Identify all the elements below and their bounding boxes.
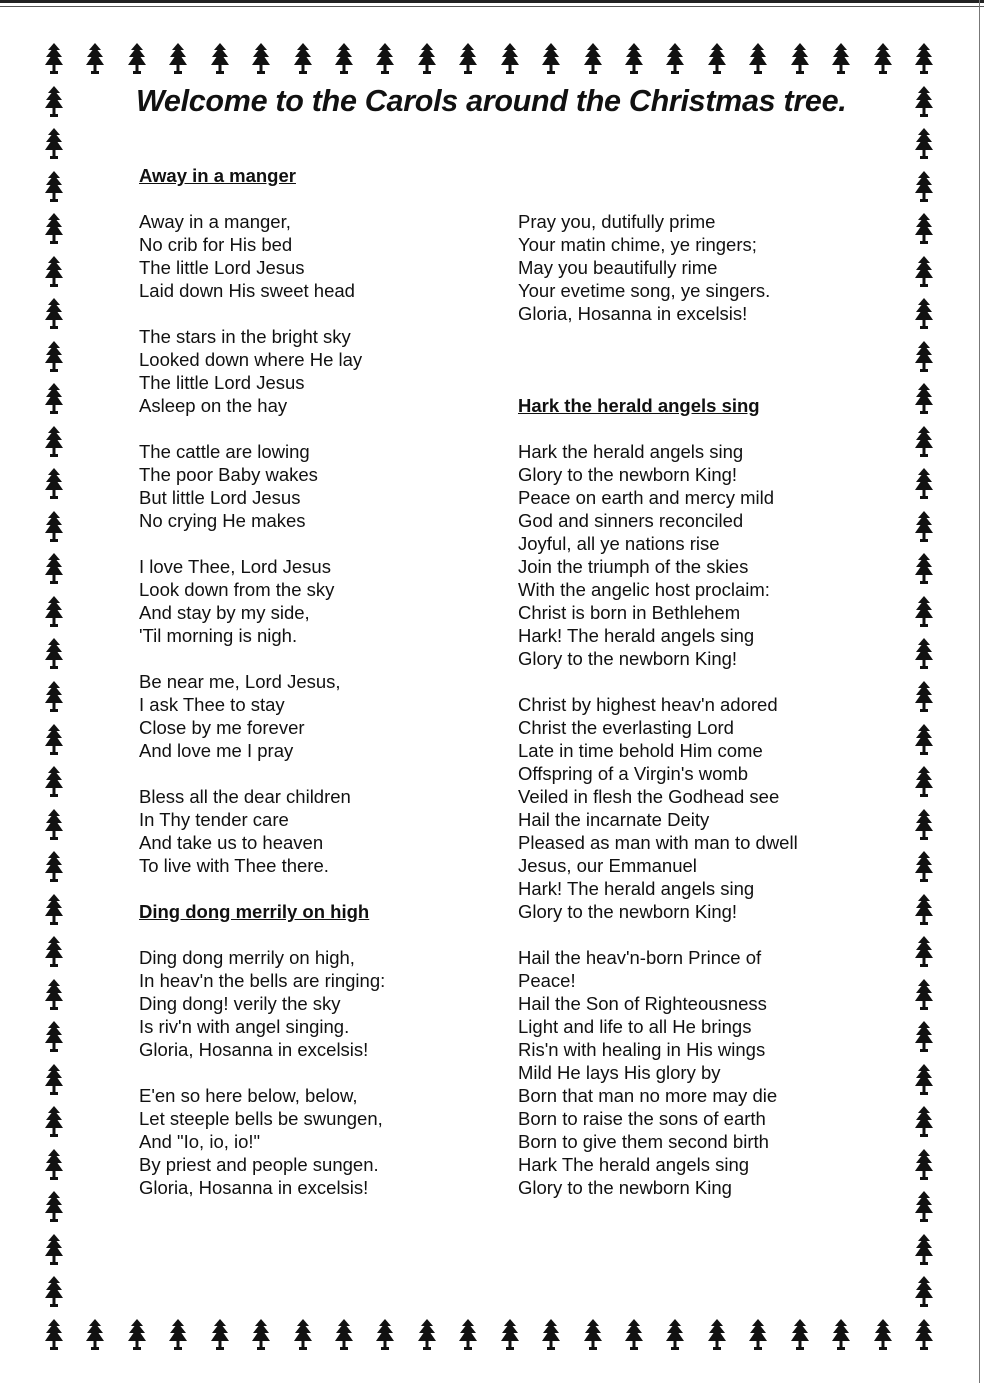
lyric-line: Born that man no more may die [518,1085,778,1106]
christmas-tree-icon [44,1233,64,1267]
christmas-tree-icon [44,935,64,969]
christmas-tree-icon [914,765,934,799]
christmas-tree-icon [914,42,934,76]
lyric-line: Hark the herald angels sing [518,441,744,462]
christmas-tree-icon [624,1318,644,1352]
christmas-tree-icon [44,42,64,76]
lyric-line: Jesus, our Emmanuel [518,855,697,876]
scan-right-edge [979,0,980,1383]
lyric-line: And stay by my side, [139,602,310,623]
lyric-line: With the angelic host proclaim: [518,579,770,600]
christmas-tree-icon [541,1318,561,1352]
christmas-tree-icon [914,552,934,586]
christmas-tree-icon [168,1318,188,1352]
christmas-tree-icon [44,552,64,586]
christmas-tree-icon [665,1318,685,1352]
lyric-line: And take us to heaven [139,832,324,853]
christmas-tree-icon [583,1318,603,1352]
lyric-line: Gloria, Hosanna in excelsis! [518,303,748,324]
verse [518,440,848,670]
lyric-line: Laid down His sweet head [139,280,355,301]
christmas-tree-icon [44,893,64,927]
lyric-line: Glory to the newborn King! [518,901,738,922]
christmas-tree-icon [44,255,64,289]
lyric-line: Join the triumph of the skies [518,556,749,577]
christmas-tree-icon [914,637,934,671]
left-column [139,164,469,1199]
christmas-tree-icon [748,1318,768,1352]
christmas-tree-icon [44,1148,64,1182]
christmas-tree-icon [458,1318,478,1352]
lyric-line: Mild He lays His glory by [518,1062,721,1083]
lyric-line: Away in a manger, [139,211,291,232]
christmas-tree-icon [914,1105,934,1139]
christmas-tree-icon [914,850,934,884]
christmas-tree-icon [748,42,768,76]
christmas-tree-icon [44,1275,64,1309]
lyric-line: In heav'n the bells are ringing: [139,970,386,991]
christmas-tree-icon [251,42,271,76]
christmas-tree-icon [790,1318,810,1352]
christmas-tree-icon [831,1318,851,1352]
christmas-tree-icon [914,1148,934,1182]
lyric-line: Hark! The herald angels sing [518,878,755,899]
christmas-tree-icon [914,935,934,969]
lyric-line: 'Til morning is nigh. [139,625,298,646]
verse [518,693,848,923]
christmas-tree-icon [914,297,934,331]
christmas-tree-icon [44,765,64,799]
lyric-line: Glory to the newborn King! [518,464,738,485]
christmas-tree-icon [44,425,64,459]
christmas-tree-icon [914,1233,934,1267]
lyric-line: Pray you, dutifully prime [518,211,716,232]
verse [139,210,469,302]
christmas-tree-icon [44,1105,64,1139]
christmas-tree-icon [334,42,354,76]
lyric-line: I ask Thee to stay [139,694,285,715]
lyric-line: No crib for His bed [139,234,293,255]
page-title: Welcome to the Carols around the Christmas tree. [136,84,847,118]
christmas-tree-icon [500,1318,520,1352]
lyric-line: Late in time behold Him come [518,740,763,761]
carol-away-in-a-manger [139,210,469,877]
lyric-line: Let steeple bells be swungen, [139,1108,383,1129]
lyric-line: And love me I pray [139,740,294,761]
lyric-line: Hail the heav'n-born Prince of [518,947,762,968]
lyric-line: Peace! [518,970,576,991]
christmas-tree-icon [873,1318,893,1352]
lyric-line: Look down from the sky [139,579,335,600]
lyric-line: Hail the Son of Righteousness [518,993,767,1014]
lyric-line: Be near me, Lord Jesus, [139,671,341,692]
christmas-tree-icon [914,808,934,842]
lyric-line: Your evetime song, ye singers. [518,280,771,301]
lyric-line: Hail the incarnate Deity [518,809,710,830]
christmas-tree-icon [914,212,934,246]
christmas-tree-icon [914,510,934,544]
carol-heading-hark: Hark the herald angels sing [518,395,760,416]
lyric-line: Gloria, Hosanna in excelsis! [139,1039,369,1060]
christmas-tree-icon [914,340,934,374]
lyric-line: Christ is born in Bethlehem [518,602,741,623]
christmas-tree-icon [44,850,64,884]
christmas-tree-icon [44,1318,64,1352]
lyric-line: But little Lord Jesus [139,487,301,508]
christmas-tree-icon [458,42,478,76]
carol-ding-dong-part-2 [518,210,848,325]
christmas-tree-icon [417,1318,437,1352]
christmas-tree-icon [210,1318,230,1352]
lyric-line: Ding dong! verily the sky [139,993,341,1014]
lyric-line: The stars in the bright sky [139,326,351,347]
christmas-tree-icon [914,723,934,757]
lyric-line: Offspring of a Virgin's womb [518,763,749,784]
christmas-tree-icon [914,170,934,204]
christmas-tree-icon [873,42,893,76]
lyric-line: Born to raise the sons of earth [518,1108,766,1129]
christmas-tree-icon [914,255,934,289]
christmas-tree-icon [790,42,810,76]
christmas-tree-icon [44,723,64,757]
christmas-tree-icon [210,42,230,76]
lyric-line: Ris'n with healing in His wings [518,1039,766,1060]
verse [139,555,469,647]
christmas-tree-icon [44,467,64,501]
christmas-tree-icon [624,42,644,76]
christmas-tree-icon [44,212,64,246]
christmas-tree-icon [168,42,188,76]
lyric-line: E'en so here below, below, [139,1085,358,1106]
verse [139,785,469,877]
lyric-line: Born to give them second birth [518,1131,769,1152]
christmas-tree-icon [914,425,934,459]
lyric-line: The poor Baby wakes [139,464,318,485]
christmas-tree-icon [44,680,64,714]
lyric-line: Glory to the newborn King [518,1177,732,1198]
lyric-line: Close by me forever [139,717,305,738]
christmas-tree-icon [914,1318,934,1352]
christmas-tree-icon [541,42,561,76]
lyric-line: Bless all the dear children [139,786,351,807]
christmas-tree-icon [44,637,64,671]
christmas-tree-icon [44,297,64,331]
christmas-tree-icon [44,340,64,374]
christmas-tree-icon [914,382,934,416]
christmas-tree-icon [85,1318,105,1352]
lyric-line: Ding dong merrily on high, [139,947,355,968]
carol-heading-away-in-a-manger: Away in a manger [139,165,296,186]
christmas-tree-icon [44,808,64,842]
christmas-tree-icon [293,1318,313,1352]
christmas-tree-icon [914,595,934,629]
verse [139,946,469,1061]
lyric-line: The cattle are lowing [139,441,310,462]
christmas-tree-icon [44,510,64,544]
verse [139,440,469,532]
christmas-tree-icon [417,42,437,76]
lyric-line: I love Thee, Lord Jesus [139,556,331,577]
lyric-line: Pleased as man with man to dwell [518,832,798,853]
lyric-line: Looked down where He lay [139,349,363,370]
christmas-tree-icon [707,42,727,76]
lyric-line: To live with Thee there. [139,855,329,876]
christmas-tree-icon [665,42,685,76]
lyric-line: And "Io, io, io!" [139,1131,261,1152]
christmas-tree-icon [375,42,395,76]
verse [139,1084,469,1199]
christmas-tree-icon [831,42,851,76]
scan-top-edge [0,0,984,3]
christmas-tree-icon [914,85,934,119]
lyric-line: May you beautifully rime [518,257,718,278]
christmas-tree-icon [44,85,64,119]
verse [518,946,848,1199]
christmas-tree-icon [127,1318,147,1352]
right-column [518,210,848,1199]
christmas-tree-icon [914,680,934,714]
christmas-tree-icon [85,42,105,76]
christmas-tree-icon [914,1063,934,1097]
lyric-line: Christ the everlasting Lord [518,717,734,738]
verse [139,325,469,417]
christmas-tree-icon [44,595,64,629]
lyric-line: Hark! The herald angels sing [518,625,755,646]
lyric-line: The little Lord Jesus [139,257,305,278]
christmas-tree-icon [251,1318,271,1352]
lyric-line: Glory to the newborn King! [518,648,738,669]
lyric-line: Asleep on the hay [139,395,288,416]
verse [518,210,848,325]
lyric-line: God and sinners reconciled [518,510,744,531]
christmas-tree-icon [914,1190,934,1224]
christmas-tree-icon [707,1318,727,1352]
lyric-line: No crying He makes [139,510,306,531]
verse [139,670,469,762]
lyric-line: Your matin chime, ye ringers; [518,234,757,255]
christmas-tree-icon [44,1020,64,1054]
christmas-tree-icon [500,42,520,76]
christmas-tree-icon [914,978,934,1012]
christmas-tree-icon [914,127,934,161]
lyric-line: Peace on earth and mercy mild [518,487,775,508]
christmas-tree-icon [44,170,64,204]
carol-ding-dong-part-1 [139,946,469,1199]
christmas-tree-icon [583,42,603,76]
christmas-tree-icon [127,42,147,76]
christmas-tree-icon [914,893,934,927]
christmas-tree-icon [914,1275,934,1309]
lyric-line: Light and life to all He brings [518,1016,752,1037]
lyric-line: Christ by highest heav'n adored [518,694,778,715]
lyric-line: In Thy tender care [139,809,289,830]
lyric-line: Is riv'n with angel singing. [139,1016,350,1037]
christmas-tree-icon [44,127,64,161]
lyric-line: Veiled in flesh the Godhead see [518,786,780,807]
carol-hark [518,440,848,1199]
carol-heading-ding-dong: Ding dong merrily on high [139,901,370,922]
christmas-tree-icon [914,467,934,501]
lyric-line: The little Lord Jesus [139,372,305,393]
scan-top-edge-thin [0,6,984,7]
lyric-line: Joyful, all ye nations rise [518,533,720,554]
lyric-line: Hark The herald angels sing [518,1154,750,1175]
lyric-line: By priest and people sungen. [139,1154,379,1175]
lyric-line: Gloria, Hosanna in excelsis! [139,1177,369,1198]
christmas-tree-icon [375,1318,395,1352]
christmas-tree-icon [44,382,64,416]
christmas-tree-icon [293,42,313,76]
christmas-tree-icon [914,1020,934,1054]
christmas-tree-icon [44,978,64,1012]
christmas-tree-icon [44,1063,64,1097]
christmas-tree-icon [334,1318,354,1352]
christmas-tree-icon [44,1190,64,1224]
